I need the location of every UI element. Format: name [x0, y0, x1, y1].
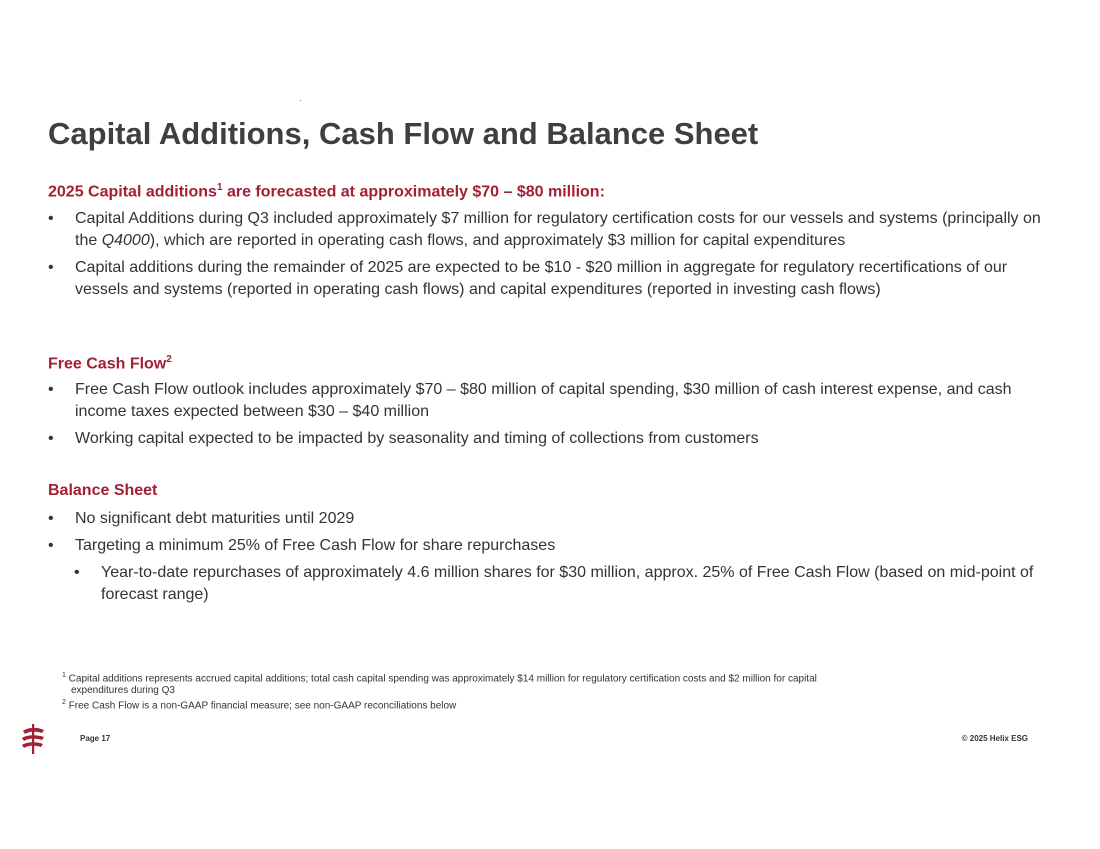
bullet-text: Working capital expected to be impacted by seasonality and timing of collections from customers [75, 430, 759, 447]
section-heading-text: Free Cash Flow [48, 355, 167, 373]
bullet-icon: • [48, 430, 54, 447]
footnote-1-continued: expenditures during Q3 [71, 685, 175, 697]
copyright: © 2025 Helix ESG [961, 734, 1028, 743]
page-number: Page 17 [80, 734, 111, 743]
bullet-text: Year-to-date repurchases of approximately 4.6 million shares for $30 million, approx. 25% of Free Cash Flow (based on mid-point of forecast range) [101, 564, 1034, 603]
section-heading-free-cash-flow [48, 354, 172, 373]
footnote-marker: 1 [62, 672, 66, 679]
list-item [48, 379, 1058, 423]
bullet-icon: • [74, 564, 80, 581]
footnote-text: Free Cash Flow is a non-GAAP financial measure; see non-GAAP reconciliations below [65, 700, 457, 712]
list-item-nested [48, 562, 1058, 606]
balance-sheet-list [48, 508, 1058, 606]
footnote-ref: 1 [216, 182, 223, 193]
footnotes [62, 670, 962, 713]
bullet-text: Targeting a minimum 25% of Free Cash Flow for share repurchases [75, 537, 556, 554]
footnote-2 [62, 697, 962, 712]
bullet-text: No significant debt maturities until 2029 [75, 510, 355, 527]
helix-logo-icon [20, 724, 46, 754]
capital-additions-list [48, 208, 1058, 301]
stray-dot [300, 100, 301, 101]
bullet-text: ), which are reported in operating cash flows, and approximately $3 million for capital expenditures [149, 232, 846, 249]
bullet-text: Free Cash Flow outlook includes approximately $70 – $80 million of capital spending, $30 million of cash interest expense, and cash income taxes expected between $30 – $40 million [75, 381, 1012, 420]
bullet-text: Capital additions during the remainder of 2025 are expected to be $10 - $20 million in aggregate for regulatory recertifications of our vessels and systems (reported in operating cash flows) and capital expenditures (reported in investing cash flows) [75, 259, 1008, 298]
free-cash-flow-list [48, 379, 1058, 450]
bullet-icon: • [48, 510, 54, 527]
section-heading-suffix: are forecasted at approximately $70 – $80 million: [222, 183, 605, 201]
list-item [48, 535, 1058, 557]
bullet-icon: • [48, 210, 54, 227]
bullet-icon: • [48, 537, 54, 554]
bullet-icon: • [48, 259, 54, 276]
list-item [48, 428, 1058, 450]
section-heading-text: 2025 Capital additions [48, 183, 217, 201]
page-title: Capital Additions, Cash Flow and Balance Sheet [48, 116, 759, 151]
list-item [48, 257, 1058, 301]
footnote-1 [62, 670, 962, 685]
footnote-ref: 2 [166, 354, 172, 365]
footnote-marker: 2 [62, 699, 66, 707]
list-item [48, 508, 1058, 530]
bullet-text: Capital Additions during Q3 included approximately $7 million for regulatory certification costs for our vessels and systems (principally on the [75, 210, 1041, 249]
vessel-name: Q4000 [101, 232, 150, 249]
section-heading-balance-sheet: Balance Sheet [48, 482, 158, 499]
footnote-text: Capital additions represents accrued capital additions; total cash capital spending was approximately $14 million for regulatory certification costs and $2 million for capital [65, 673, 817, 685]
bullet-icon: • [48, 381, 54, 398]
list-item [48, 208, 1058, 252]
section-heading-capital-additions [48, 182, 605, 201]
